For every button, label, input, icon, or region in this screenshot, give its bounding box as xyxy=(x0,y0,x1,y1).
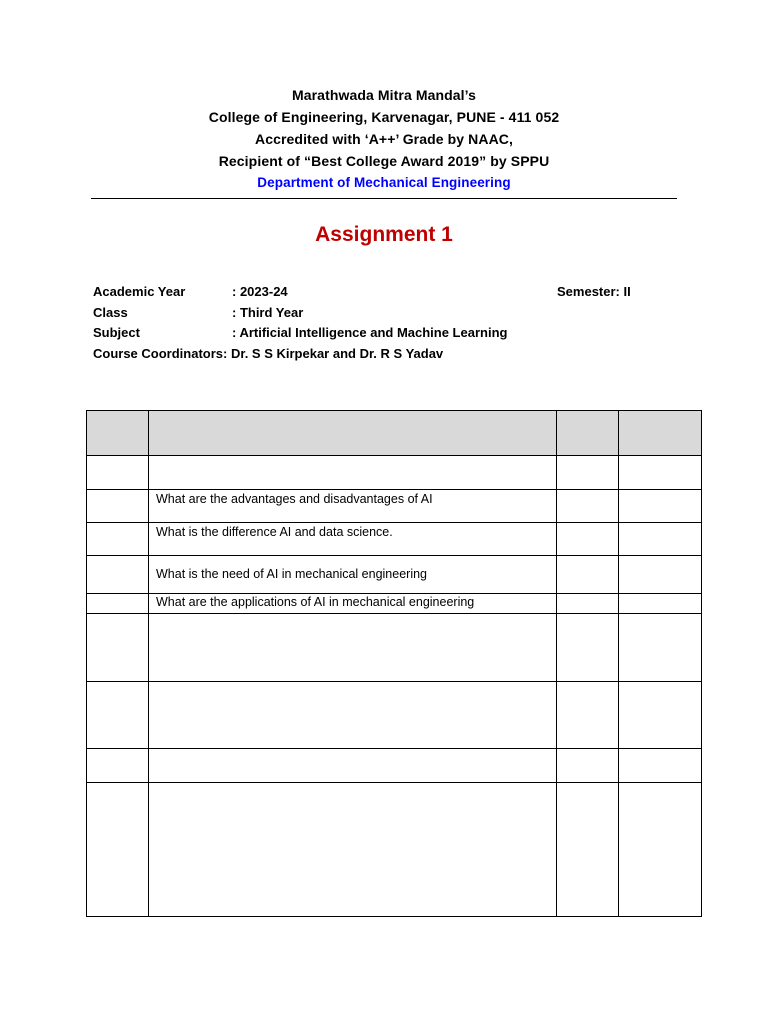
table-cell xyxy=(557,682,619,749)
question-cell xyxy=(149,523,557,556)
table-cell xyxy=(557,490,619,523)
table-cell xyxy=(619,682,702,749)
semester-value: Semester: II xyxy=(557,284,631,299)
table-cell xyxy=(619,556,702,594)
table-cell xyxy=(87,614,149,682)
question-text: What are the advantages and disadvantages of AI xyxy=(156,492,433,506)
table-cell xyxy=(619,594,702,614)
table-cell xyxy=(87,523,149,556)
table-cell xyxy=(557,523,619,556)
table-row xyxy=(87,490,702,523)
table-cell xyxy=(87,456,149,490)
table-cell xyxy=(557,783,619,917)
question-cell xyxy=(149,594,557,614)
header-divider xyxy=(91,198,677,199)
question-cell xyxy=(149,556,557,594)
question-text: What are the applications of AI in mechanical engineering xyxy=(156,595,475,609)
table-cell xyxy=(557,594,619,614)
question-text: What is the difference AI and data science. xyxy=(156,525,393,539)
subject-label: Subject xyxy=(93,325,140,341)
question-cell xyxy=(149,749,557,783)
table-cell xyxy=(557,456,619,490)
table-cell xyxy=(87,490,149,523)
table-cell xyxy=(619,614,702,682)
class-row xyxy=(93,303,693,324)
academic-year-row xyxy=(93,282,693,303)
subject-value: : Artificial Intelligence and Machine Learning xyxy=(232,325,508,341)
table-cell xyxy=(87,594,149,614)
assignment-title: Assignment 1 xyxy=(315,223,453,246)
question-cell xyxy=(149,456,557,490)
question-cell xyxy=(149,682,557,749)
table-cell xyxy=(619,749,702,783)
table-row xyxy=(87,614,702,682)
class-label: Class xyxy=(93,304,128,320)
question-cell xyxy=(149,783,557,917)
class-value: : Third Year xyxy=(232,304,304,320)
table-cell xyxy=(619,523,702,556)
header-cell xyxy=(619,411,702,456)
question-cell xyxy=(149,490,557,523)
college-name: College of Engineering, Karvenagar, PUNE - 411 052 xyxy=(208,109,560,125)
department-name: Department of Mechanical Engineering xyxy=(257,175,511,190)
table-header-row xyxy=(87,411,702,456)
table-row xyxy=(87,749,702,783)
table-cell xyxy=(87,783,149,917)
table-cell xyxy=(619,490,702,523)
award-line: Recipient of “Best College Award 2019” by SPPU xyxy=(218,153,550,169)
academic-year-value: : 2023-24 xyxy=(232,284,288,299)
coordinators-value: Dr. S S Kirpekar and Dr. R S Yadav xyxy=(230,345,444,361)
table-cell xyxy=(619,456,702,490)
table-row xyxy=(87,682,702,749)
accreditation-line: Accredited with ‘A++’ Grade by NAAC, xyxy=(255,131,513,147)
table-cell xyxy=(619,783,702,917)
question-cell xyxy=(149,614,557,682)
table-cell xyxy=(557,556,619,594)
table-cell xyxy=(87,556,149,594)
header-cell xyxy=(149,411,557,456)
table-row xyxy=(87,456,702,490)
header-cell xyxy=(87,411,149,456)
table-cell xyxy=(557,749,619,783)
institution-name: Marathwada Mitra Mandal’s xyxy=(291,87,477,103)
table-row xyxy=(87,783,702,917)
table-row xyxy=(87,523,702,556)
document-header xyxy=(0,84,768,194)
table-cell xyxy=(557,614,619,682)
coordinators-label: Course Coordinators: xyxy=(93,345,228,361)
table-cell xyxy=(87,749,149,783)
questions-table xyxy=(86,410,702,917)
question-text: What is the need of AI in mechanical engineering xyxy=(156,567,428,581)
subject-row xyxy=(93,323,693,344)
academic-year-label: Academic Year xyxy=(93,284,186,299)
table-cell xyxy=(87,682,149,749)
coordinators-row xyxy=(93,344,693,365)
table-row xyxy=(87,556,702,594)
table-row xyxy=(87,594,702,614)
course-info xyxy=(93,282,693,364)
header-cell xyxy=(557,411,619,456)
